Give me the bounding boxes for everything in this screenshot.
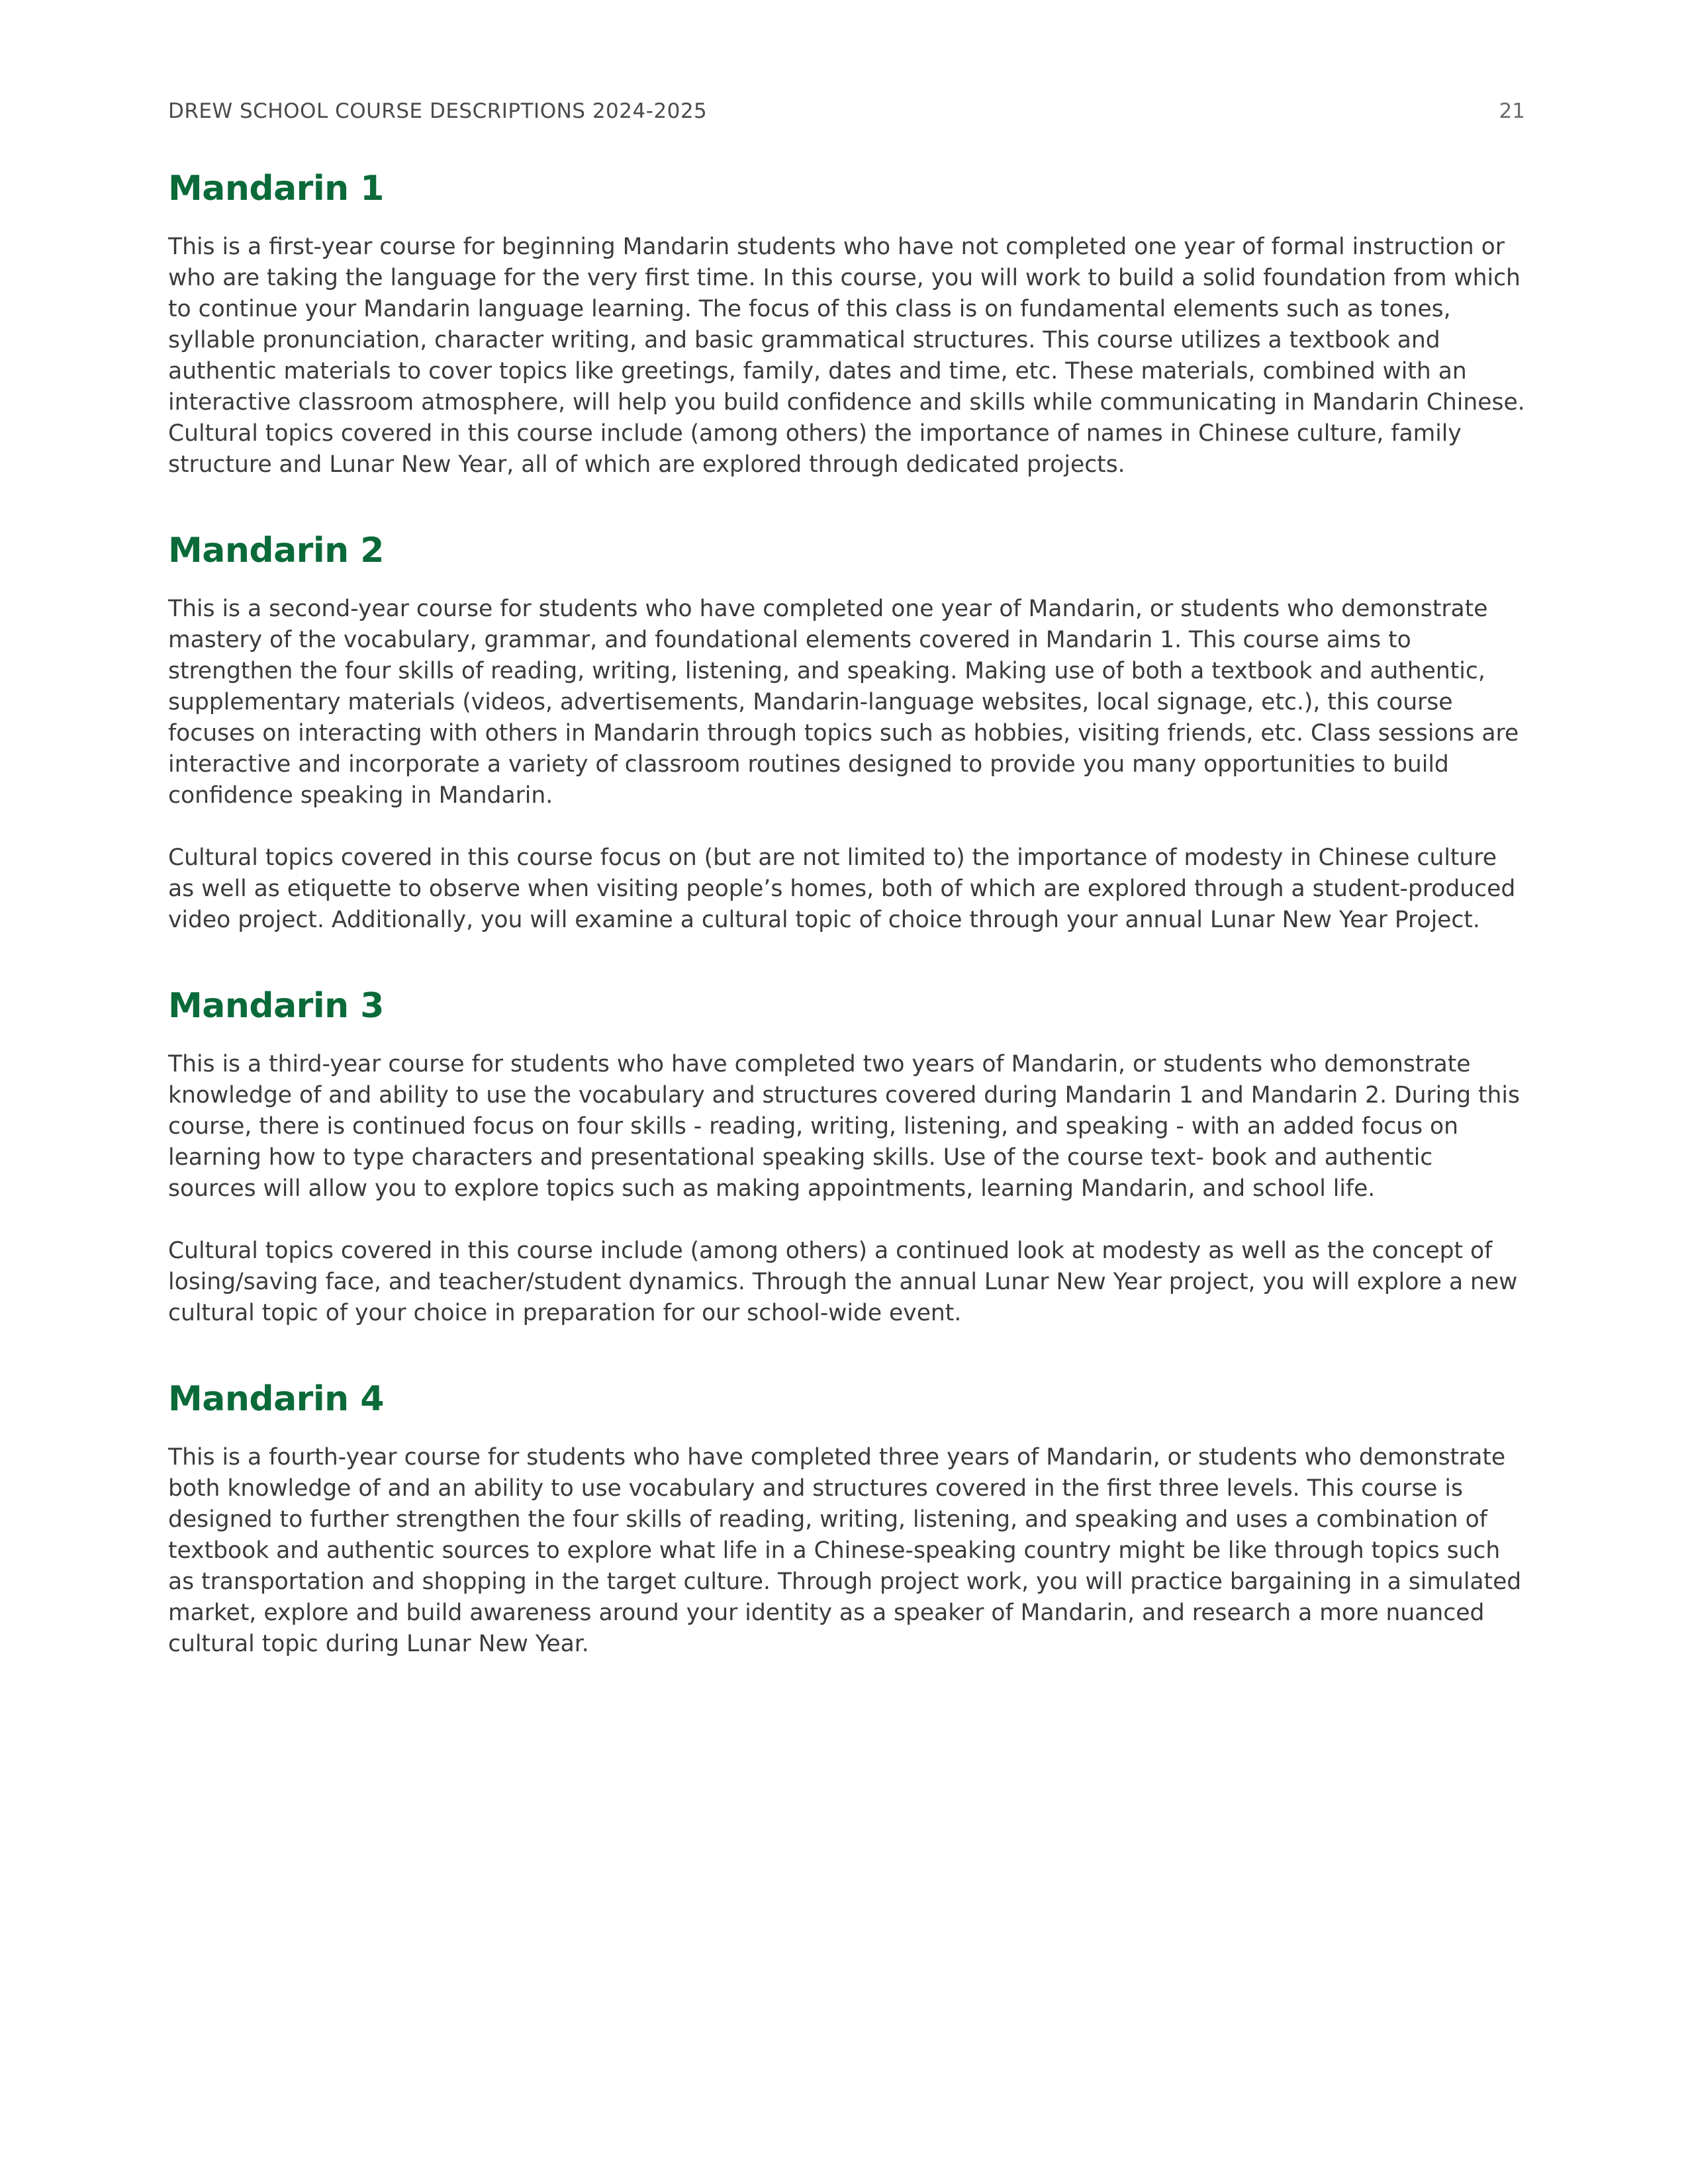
course-section-mandarin-2 — [168, 527, 1525, 936]
course-paragraph: This is a second-year course for students who have completed one year of Mandarin, or students who demonstrate mastery of the vocabulary, grammar, and foundational elements covered in Mandarin 1. This course aims to strengthen the four skills of reading, writing, listening, and speaking. Making use of both a textbook and authentic, supplementary materials (videos, advertisements, Mandarin-language websites, local signage, etc.), this course focuses on interacting with others in Mandarin through topics such as hobbies, visiting friends, etc. Class sessions are interactive and incorporate a variety of classroom routines designed to provide you many opportunities to build confidence speaking in Mandarin. — [168, 596, 1519, 809]
running-header — [168, 99, 1525, 126]
course-section-mandarin-1 — [168, 165, 1525, 480]
course-description — [168, 1442, 1525, 1660]
header-title: DREW SCHOOL COURSE DESCRIPTIONS 2024-2025 — [168, 99, 708, 123]
course-paragraph: This is a fourth-year course for students who have completed three years of Mandarin, or students who demonstrate both knowledge of and an ability to use vocabulary and structures covered in the first three levels. This course is designed to further strengthen the four skills of reading, writing, listening, and speaking and uses a combination of textbook and authentic sources to explore what life in a Chinese-speaking country might be like through topics such as transportation and shopping in the target culture. Through project work, you will practice bargaining in a simulated market, explore and build awareness around your identity as a speaker of Mandarin, and research a more nuanced cultural topic during Lunar New Year. — [168, 1444, 1522, 1657]
course-section-mandarin-3 — [168, 983, 1525, 1329]
course-paragraph: Cultural topics covered in this course include (among others) a continued look at modesty as well as the concept of losing/saving face, and teacher/student dynamics. Through the annual Lunar New Year project, you will explore a new cultural topic of your choice in preparation for our school-wide event. — [168, 1238, 1518, 1326]
course-paragraph: This is a third-year course for students who have completed two years of Mandarin, or students who demonstrate knowledge of and ability to use the vocabulary and structures covered during Mandarin 1 and Mandarin 2. During this course, there is continued focus on four skills - reading, writing, listening, and speaking - with an added focus on learning how to type characters and presentational speaking skills. Use of the course text- book and authentic sources will allow you to explore topics such as making appointments, learning Mandarin, and school life. — [168, 1051, 1520, 1202]
course-title: Mandarin 4 — [168, 1379, 384, 1419]
page-number: 21 — [1499, 99, 1525, 123]
course-description — [168, 232, 1525, 480]
document-page — [168, 0, 1525, 2184]
course-section-mandarin-4 — [168, 1376, 1525, 1660]
course-title: Mandarin 2 — [168, 531, 384, 570]
course-paragraph: Cultural topics covered in this course focus on (but are not limited to) the importance of modesty in Chinese culture as well as etiquette to observe when visiting people’s homes, both of which are explored through a student-produced video project. Additionally, you will examine a cultural topic of choice through your annual Lunar New Year Project. — [168, 844, 1516, 933]
page-content — [168, 165, 1525, 1660]
course-title: Mandarin 3 — [168, 986, 384, 1026]
course-description — [168, 594, 1525, 936]
course-description — [168, 1049, 1525, 1329]
course-paragraph: This is a first-year course for beginning Mandarin students who have not completed one year of formal instruction or who are taking the language for the very first time. In this course, you will work to build a solid foundation from which to continue your Mandarin language learning. The focus of this class is on fundamental elements such as tones, syllable pronunciation, character writing, and basic grammatical structures. This course utilizes a textbook and authentic materials to cover topics like greetings, family, dates and time, etc. These materials, combined with an interactive classroom atmosphere, will help you build confidence and skills while communicating in Mandarin Chinese. Cultural topics covered in this course include (among others) the importance of names in Chinese culture, family structure and Lunar New Year, all of which are explored through dedicated projects. — [168, 234, 1525, 478]
course-title: Mandarin 1 — [168, 169, 384, 208]
